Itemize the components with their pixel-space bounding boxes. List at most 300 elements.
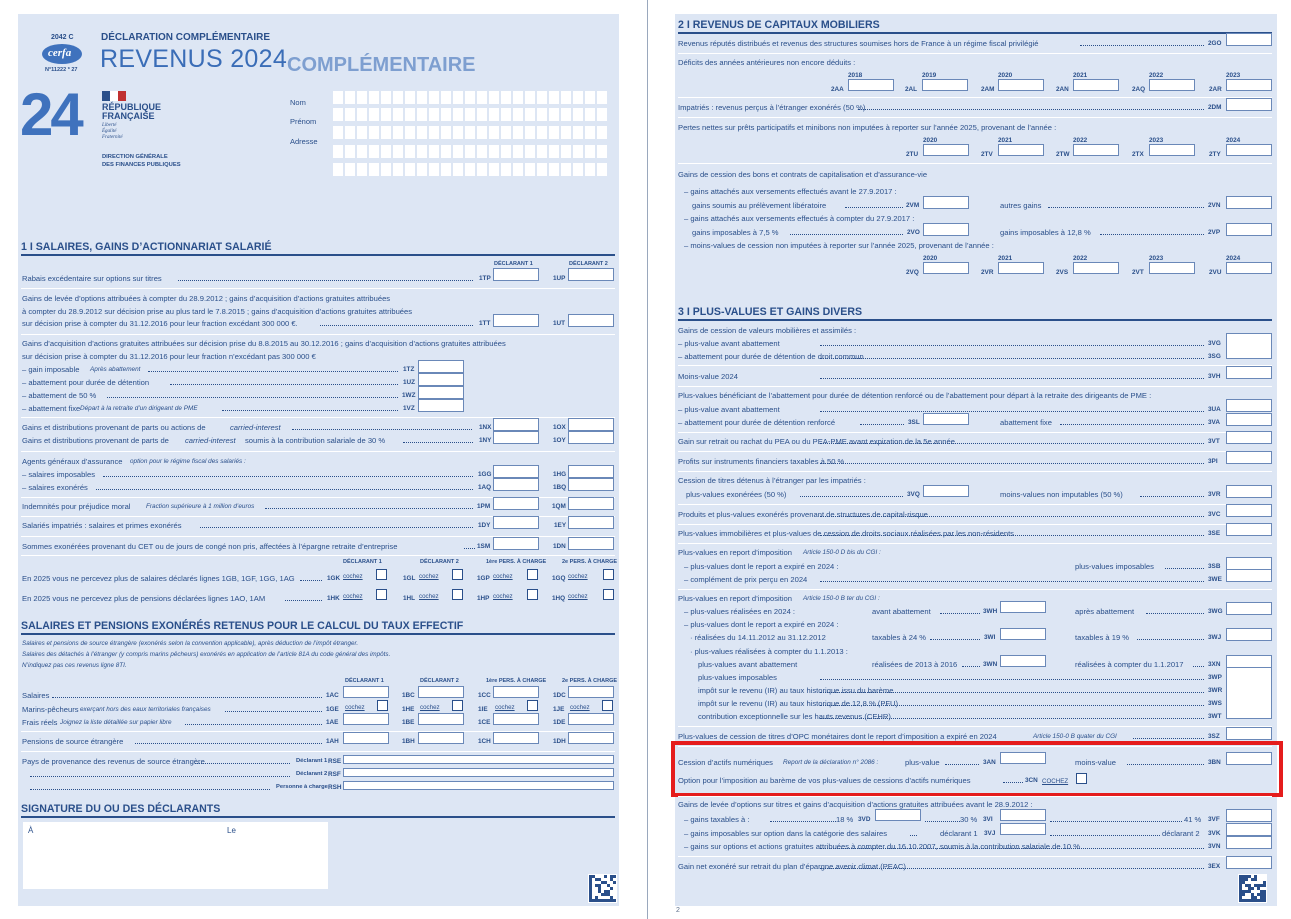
- identity-grid-cell[interactable]: [489, 126, 499, 139]
- identity-grid-cell[interactable]: [345, 163, 355, 176]
- field-3wj[interactable]: [1226, 628, 1272, 641]
- field-1tp[interactable]: [493, 268, 539, 281]
- identity-grid-cell[interactable]: [381, 91, 391, 104]
- deficit-field-5[interactable]: [1226, 79, 1272, 91]
- checkbox-1hq[interactable]: [603, 589, 614, 600]
- identity-grid-cell[interactable]: [477, 126, 487, 139]
- prenom-label: Prénom: [290, 117, 317, 126]
- marianne-flag-icon: [102, 91, 126, 101]
- field-2dm[interactable]: [1226, 98, 1272, 111]
- field-3EX[interactable]: [1226, 856, 1272, 869]
- pct41-label: 41 %: [1184, 815, 1202, 824]
- checkbox-1hk[interactable]: [376, 589, 387, 600]
- section1-rule: [21, 254, 615, 256]
- field-3vr[interactable]: [1226, 485, 1272, 498]
- field-2vn[interactable]: [1226, 196, 1272, 209]
- identity-grid-cell[interactable]: [453, 91, 463, 104]
- identity-grid-cell[interactable]: [465, 126, 475, 139]
- deficit-code-3: 2AN: [1056, 86, 1069, 93]
- identity-grid-cell[interactable]: [573, 126, 583, 139]
- identity-grid-cell[interactable]: [417, 91, 427, 104]
- field-1ox[interactable]: [568, 418, 614, 431]
- avant-abat-label: avant abattement: [872, 607, 931, 616]
- pertes-field-4[interactable]: [1226, 144, 1272, 156]
- field-cc[interactable]: [493, 686, 539, 698]
- identity-grid-cell[interactable]: [417, 108, 427, 121]
- devise-1: Liberté: [102, 123, 117, 128]
- identity-grid-cell[interactable]: [393, 126, 403, 139]
- identity-grid-cell[interactable]: [561, 163, 571, 176]
- pertes-field-3[interactable]: [1149, 144, 1195, 156]
- field-be[interactable]: [418, 713, 464, 725]
- identity-grid-cell[interactable]: [429, 108, 439, 121]
- identity-grid-cell[interactable]: [597, 108, 607, 121]
- dgfip-line1: DIRECTION GÉNÉRALE: [102, 154, 168, 160]
- identity-grid-cell[interactable]: [429, 163, 439, 176]
- identity-grid-cell[interactable]: [417, 126, 427, 139]
- separator-line: [678, 451, 1272, 452]
- cochez-1gl[interactable]: cochez: [419, 573, 439, 580]
- field-1aq[interactable]: [493, 478, 539, 491]
- identity-grid-cell[interactable]: [333, 91, 343, 104]
- identity-grid-cell[interactable]: [489, 91, 499, 104]
- identity-grid-cell[interactable]: [405, 145, 415, 158]
- field-dh[interactable]: [568, 732, 614, 744]
- identity-grid-cell[interactable]: [549, 145, 559, 158]
- field-3wi[interactable]: [1000, 628, 1046, 640]
- identity-grid-cell[interactable]: [573, 145, 583, 158]
- identity-grid-cell[interactable]: [597, 145, 607, 158]
- identity-grid-cell[interactable]: [465, 91, 475, 104]
- identity-grid-cell[interactable]: [393, 91, 403, 104]
- code-1aq: 1AQ: [478, 484, 492, 491]
- code-3wh: 3WH: [983, 608, 998, 615]
- identity-grid-cell[interactable]: [345, 91, 355, 104]
- field-3vg-big[interactable]: [1226, 333, 1272, 359]
- checkbox-1hp[interactable]: [527, 589, 538, 600]
- identity-grid-cell[interactable]: [465, 145, 475, 158]
- cochez-1gq[interactable]: cochez: [568, 573, 588, 580]
- impatries-label: Salariés impatriés : salaires et primes exonérés: [22, 521, 182, 530]
- identity-grid-cell[interactable]: [585, 145, 595, 158]
- identity-grid-cell[interactable]: [357, 163, 367, 176]
- autres-dots: [1048, 207, 1204, 208]
- code-3WT: 3WT: [1208, 713, 1222, 720]
- code-3VC: 3VC: [1208, 511, 1221, 518]
- field-3wg[interactable]: [1226, 602, 1272, 615]
- identity-grid-cell[interactable]: [537, 145, 547, 158]
- field-3vi[interactable]: [1000, 809, 1046, 821]
- code-1sm: 1SM: [477, 543, 491, 550]
- cochez-1hl[interactable]: cochez: [419, 593, 439, 600]
- pertes-code-4: 2TY: [1209, 151, 1221, 158]
- cochez-1hk[interactable]: cochez: [343, 593, 363, 600]
- field-2vm[interactable]: [923, 196, 969, 209]
- field-1tz[interactable]: [418, 360, 464, 373]
- identity-grid-cell[interactable]: [525, 126, 535, 139]
- code-3UA: 3UA: [1208, 406, 1221, 413]
- datamatrix-module: [1263, 899, 1266, 902]
- code-ch: 1CH: [478, 738, 491, 745]
- checkbox-1gk[interactable]: [376, 569, 387, 580]
- checkbox-ie[interactable]: [527, 700, 538, 711]
- field-1hg[interactable]: [568, 465, 614, 478]
- field-1uz[interactable]: [418, 373, 464, 386]
- immo-dots: [820, 535, 1204, 536]
- identity-grid-cell[interactable]: [429, 126, 439, 139]
- identity-grid-cell[interactable]: [369, 145, 379, 158]
- identity-grid-cell[interactable]: [561, 126, 571, 139]
- identity-grid-cell[interactable]: [489, 145, 499, 158]
- page-divider: [647, 0, 648, 919]
- field-3vd[interactable]: [875, 809, 921, 821]
- identity-grid-cell[interactable]: [345, 108, 355, 121]
- mv-field-0[interactable]: [923, 262, 969, 274]
- field-1wz[interactable]: [418, 386, 464, 399]
- mv-field-1[interactable]: [998, 262, 1044, 274]
- identity-grid-cell[interactable]: [585, 108, 595, 121]
- checkbox-1gq[interactable]: [603, 569, 614, 580]
- deficit-field-0[interactable]: [848, 79, 894, 91]
- identity-grid-cell[interactable]: [525, 145, 535, 158]
- identity-grid-cell[interactable]: [441, 163, 451, 176]
- field-bh[interactable]: [418, 732, 464, 744]
- code-1gq: 1GQ: [552, 575, 566, 582]
- realisees-2013-label: · plus-values réalisées à compter du 1.1.2013 :: [690, 647, 848, 656]
- separator-line: [21, 751, 615, 752]
- code-1oy: 1OY: [553, 437, 566, 444]
- cochez-1hq[interactable]: cochez: [568, 593, 588, 600]
- identity-grid-cell[interactable]: [585, 163, 595, 176]
- identity-grid-cell[interactable]: [549, 163, 559, 176]
- identity-grid-cell[interactable]: [381, 163, 391, 176]
- identity-grid-cell[interactable]: [489, 108, 499, 121]
- identity-grid-cell[interactable]: [393, 163, 403, 176]
- identity-grid-cell[interactable]: [333, 126, 343, 139]
- field-1pm[interactable]: [493, 497, 539, 510]
- republique-line1: RÉPUBLIQUE: [102, 102, 162, 112]
- identity-grid-cell[interactable]: [453, 163, 463, 176]
- cochez-3cn[interactable]: COCHEZ: [1042, 778, 1069, 785]
- field-dc[interactable]: [568, 686, 614, 698]
- identity-grid-cell[interactable]: [525, 91, 535, 104]
- field-ac[interactable]: [343, 686, 389, 698]
- identity-grid-cell[interactable]: [357, 126, 367, 139]
- field-1ut[interactable]: [568, 314, 614, 327]
- identity-grid-cell[interactable]: [501, 163, 511, 176]
- pertes-field-2[interactable]: [1073, 144, 1119, 156]
- field-2go[interactable]: [1226, 33, 1272, 46]
- mv-year-2: 2022: [1073, 255, 1088, 262]
- deficit-year-1: 2019: [922, 72, 937, 79]
- field-de[interactable]: [568, 713, 614, 725]
- separator-line: [678, 163, 1272, 164]
- pertes-field-0[interactable]: [923, 144, 969, 156]
- identity-grid-cell[interactable]: [513, 163, 523, 176]
- field-2vp[interactable]: [1226, 223, 1272, 236]
- identity-grid-cell[interactable]: [465, 163, 475, 176]
- field-3sz[interactable]: [1226, 727, 1272, 740]
- field-1ey[interactable]: [568, 516, 614, 529]
- identity-grid-cell[interactable]: [441, 145, 451, 158]
- field-3vk[interactable]: [1226, 823, 1272, 836]
- identity-grid-cell[interactable]: [573, 163, 583, 176]
- cochez-he[interactable]: cochez: [420, 704, 440, 711]
- identity-grid-cell[interactable]: [513, 91, 523, 104]
- identity-grid-cell[interactable]: [513, 108, 523, 121]
- mv-field-2[interactable]: [1073, 262, 1119, 274]
- field-3wp-group[interactable]: [1226, 667, 1272, 719]
- identity-grid-cell[interactable]: [597, 126, 607, 139]
- identity-grid-cell[interactable]: [453, 126, 463, 139]
- identity-grid-cell[interactable]: [369, 108, 379, 121]
- checkbox-1gl[interactable]: [452, 569, 463, 580]
- identity-grid-cell[interactable]: [345, 145, 355, 158]
- field-3an[interactable]: [1000, 752, 1046, 764]
- identity-grid-cell[interactable]: [549, 108, 559, 121]
- field-1tt[interactable]: [493, 314, 539, 327]
- field-3VH[interactable]: [1226, 366, 1272, 379]
- identity-grid-cell[interactable]: [573, 108, 583, 121]
- field-ah[interactable]: [343, 732, 389, 744]
- identity-grid-cell[interactable]: [597, 91, 607, 104]
- deficit-field-4[interactable]: [1149, 79, 1195, 91]
- deficit-field-1[interactable]: [922, 79, 968, 91]
- field-ch[interactable]: [493, 732, 539, 744]
- pv-exo-dots: [800, 496, 903, 497]
- identity-grid-cell[interactable]: [417, 163, 427, 176]
- identity-grid-cell[interactable]: [501, 145, 511, 158]
- field-3WE[interactable]: [1226, 569, 1272, 582]
- decl2-dots: [1050, 835, 1160, 836]
- taux-pensions-label: Pensions de source étrangère: [22, 737, 124, 746]
- imp128-dots: [1100, 234, 1204, 235]
- field-ce[interactable]: [493, 713, 539, 725]
- signature-box[interactable]: [23, 822, 328, 889]
- deficit-field-2[interactable]: [998, 79, 1044, 91]
- taux-rule: [21, 633, 615, 635]
- profits-dots: [820, 463, 1204, 464]
- gain-imposable-label: – gain imposable: [22, 365, 80, 374]
- identity-grid-cell[interactable]: [441, 126, 451, 139]
- field-3vj[interactable]: [1000, 823, 1046, 835]
- cochez-ge[interactable]: cochez: [345, 704, 365, 711]
- identity-grid-cell[interactable]: [597, 163, 607, 176]
- indemnites-dots: [265, 508, 473, 509]
- identity-grid-cell[interactable]: [561, 91, 571, 104]
- field-rse[interactable]: [343, 755, 614, 764]
- field-1dn[interactable]: [568, 537, 614, 550]
- checkbox-je[interactable]: [602, 700, 613, 711]
- cochez-ie[interactable]: cochez: [495, 704, 515, 711]
- identity-grid-cell[interactable]: [333, 108, 343, 121]
- identity-grid-cell[interactable]: [501, 108, 511, 121]
- signature-le-label: Le: [227, 826, 236, 835]
- signature-a-label: À: [28, 826, 34, 835]
- identity-grid-cell[interactable]: [537, 163, 547, 176]
- identity-grid-cell[interactable]: [333, 145, 343, 158]
- abat-commun-dots: [820, 358, 1204, 359]
- field-rsh[interactable]: [343, 781, 614, 790]
- cession-etranger-label: Cession de titres détenus à l’étranger par les impatriés :: [678, 476, 866, 485]
- title-small: DÉCLARATION COMPLÉMENTAIRE: [101, 32, 271, 43]
- field-3wh[interactable]: [1000, 601, 1046, 613]
- report-bis-label: Plus-values en report d’imposition: [678, 548, 792, 557]
- datamatrix-module: [610, 887, 613, 890]
- field-3VT[interactable]: [1226, 431, 1272, 444]
- identity-grid-cell[interactable]: [513, 145, 523, 158]
- deficit-code-2: 2AM: [981, 86, 995, 93]
- carried1-dots: [292, 429, 472, 430]
- identity-grid-cell[interactable]: [537, 108, 547, 121]
- checkbox-1hl[interactable]: [452, 589, 463, 600]
- field-3sl[interactable]: [923, 413, 969, 425]
- mv-year-4: 2024: [1226, 255, 1241, 262]
- checkbox-3cn[interactable]: [1076, 773, 1087, 784]
- identity-grid-cell[interactable]: [357, 108, 367, 121]
- identity-grid-cell[interactable]: [393, 108, 403, 121]
- identity-grid-cell[interactable]: [561, 108, 571, 121]
- field-bc[interactable]: [418, 686, 464, 698]
- identity-grid-cell[interactable]: [405, 126, 415, 139]
- field-3vq[interactable]: [923, 485, 969, 497]
- field-1sm[interactable]: [493, 537, 539, 550]
- code-3wj: 3WJ: [1208, 634, 1222, 641]
- field-1up[interactable]: [568, 268, 614, 281]
- identity-grid-cell[interactable]: [345, 126, 355, 139]
- identity-grid-cell[interactable]: [465, 108, 475, 121]
- identity-grid-cell[interactable]: [357, 91, 367, 104]
- identity-grid-cell[interactable]: [381, 108, 391, 121]
- deficit-field-3[interactable]: [1073, 79, 1119, 91]
- code-3cn: 3CN: [1025, 777, 1038, 784]
- identity-grid-cell[interactable]: [405, 108, 415, 121]
- identity-grid-cell[interactable]: [441, 108, 451, 121]
- identity-grid-cell[interactable]: [537, 91, 547, 104]
- identity-grid-cell[interactable]: [357, 145, 367, 158]
- field-3va[interactable]: [1226, 413, 1272, 426]
- field-1oy[interactable]: [568, 431, 614, 444]
- identity-grid-cell[interactable]: [561, 145, 571, 158]
- identity-grid-cell[interactable]: [453, 145, 463, 158]
- checkbox-1gp[interactable]: [527, 569, 538, 580]
- cochez-1gk[interactable]: cochez: [343, 573, 363, 580]
- code-3VH: 3VH: [1208, 373, 1221, 380]
- identity-grid-cell[interactable]: [525, 163, 535, 176]
- abat-fixe2-dots: [1060, 424, 1204, 425]
- identity-grid-cell[interactable]: [369, 91, 379, 104]
- field-1bq[interactable]: [568, 478, 614, 491]
- identity-grid-cell[interactable]: [489, 163, 499, 176]
- field-3vf[interactable]: [1226, 809, 1272, 822]
- identity-grid-cell[interactable]: [369, 126, 379, 139]
- identity-grid-cell[interactable]: [477, 145, 487, 158]
- field-1dy[interactable]: [493, 516, 539, 529]
- code-3SG: 3SG: [1208, 353, 1221, 360]
- identity-grid-cell[interactable]: [513, 126, 523, 139]
- identity-grid-cell[interactable]: [549, 91, 559, 104]
- pertes-year-3: 2023: [1149, 137, 1164, 144]
- separator-line: [678, 746, 1272, 747]
- title-comp: COMPLÉMENTAIRE: [287, 54, 476, 76]
- taux-col-p2: 2e PERS. À CHARGE: [562, 678, 618, 684]
- identity-grid-cell[interactable]: [549, 126, 559, 139]
- identity-grid-cell[interactable]: [477, 91, 487, 104]
- identity-grid-cell[interactable]: [525, 108, 535, 121]
- identity-grid-cell[interactable]: [441, 91, 451, 104]
- checkbox-he[interactable]: [452, 700, 463, 711]
- expire2024-label: – plus-values dont le report a expiré en 2024 :: [684, 562, 839, 571]
- mv-field-3[interactable]: [1149, 262, 1195, 274]
- cochez-1gp[interactable]: cochez: [493, 573, 513, 580]
- identity-grid-cell[interactable]: [429, 145, 439, 158]
- identity-grid-cell[interactable]: [381, 145, 391, 158]
- field-rsf[interactable]: [343, 768, 614, 777]
- field-3UA[interactable]: [1226, 399, 1272, 412]
- identity-grid-cell[interactable]: [417, 145, 427, 158]
- identity-grid-cell[interactable]: [537, 126, 547, 139]
- identity-grid-cell[interactable]: [573, 91, 583, 104]
- field-3VC[interactable]: [1226, 504, 1272, 517]
- identity-grid-cell[interactable]: [429, 91, 439, 104]
- identity-grid-cell[interactable]: [381, 126, 391, 139]
- cehr-dots: [820, 718, 1204, 719]
- cochez-1hp[interactable]: cochez: [493, 593, 513, 600]
- col-declarant2: DÉCLARANT 2: [569, 261, 608, 267]
- pertes-field-1[interactable]: [998, 144, 1044, 156]
- separator-line: [678, 726, 1272, 727]
- cochez-je[interactable]: cochez: [570, 704, 590, 711]
- identity-grid-cell[interactable]: [393, 145, 403, 158]
- adresse-label: Adresse: [290, 137, 318, 146]
- field-3PI[interactable]: [1226, 451, 1272, 464]
- identity-grid-cell[interactable]: [585, 126, 595, 139]
- option-bareme-label: Option pour l’imposition au barème de vos plus-values de cessions d’actifs numériques: [678, 776, 971, 785]
- field-1qm[interactable]: [568, 497, 614, 510]
- title-main: REVENUS 2024: [100, 45, 288, 73]
- identity-grid-cell[interactable]: [501, 126, 511, 139]
- field-3SE[interactable]: [1226, 523, 1272, 536]
- identity-grid-cell[interactable]: [585, 91, 595, 104]
- field-ae[interactable]: [343, 713, 389, 725]
- identity-grid-cell[interactable]: [477, 163, 487, 176]
- identity-grid-cell[interactable]: [405, 91, 415, 104]
- pensions-dots: [135, 743, 322, 744]
- field-1ny[interactable]: [493, 431, 539, 444]
- mv-year-0: 2020: [923, 255, 938, 262]
- identity-grid-cell[interactable]: [501, 91, 511, 104]
- identity-grid-cell[interactable]: [405, 163, 415, 176]
- identity-grid-cell[interactable]: [453, 108, 463, 121]
- code-2vp: 2VP: [1208, 229, 1221, 236]
- identity-grid-cell[interactable]: [369, 163, 379, 176]
- identity-grid-cell[interactable]: [333, 163, 343, 176]
- field-3VN[interactable]: [1226, 836, 1272, 849]
- field-2vo[interactable]: [923, 223, 969, 236]
- code-3WP: 3WP: [1208, 674, 1222, 681]
- field-3wn[interactable]: [1000, 655, 1046, 667]
- identity-grid-cell[interactable]: [477, 108, 487, 121]
- field-3bn[interactable]: [1226, 752, 1272, 765]
- mv-field-4[interactable]: [1226, 262, 1272, 274]
- pays-d1: Déclarant 1: [296, 758, 328, 764]
- plus-pens-dots: [285, 600, 322, 601]
- field-1gg[interactable]: [493, 465, 539, 478]
- checkbox-ge[interactable]: [377, 700, 388, 711]
- gains-line2: sur décision prise à compter du 31.12.2016 pour leur fraction n’excédant pas 300 000 €: [22, 352, 316, 361]
- field-1vz[interactable]: [418, 399, 464, 412]
- field-1nx[interactable]: [493, 418, 539, 431]
